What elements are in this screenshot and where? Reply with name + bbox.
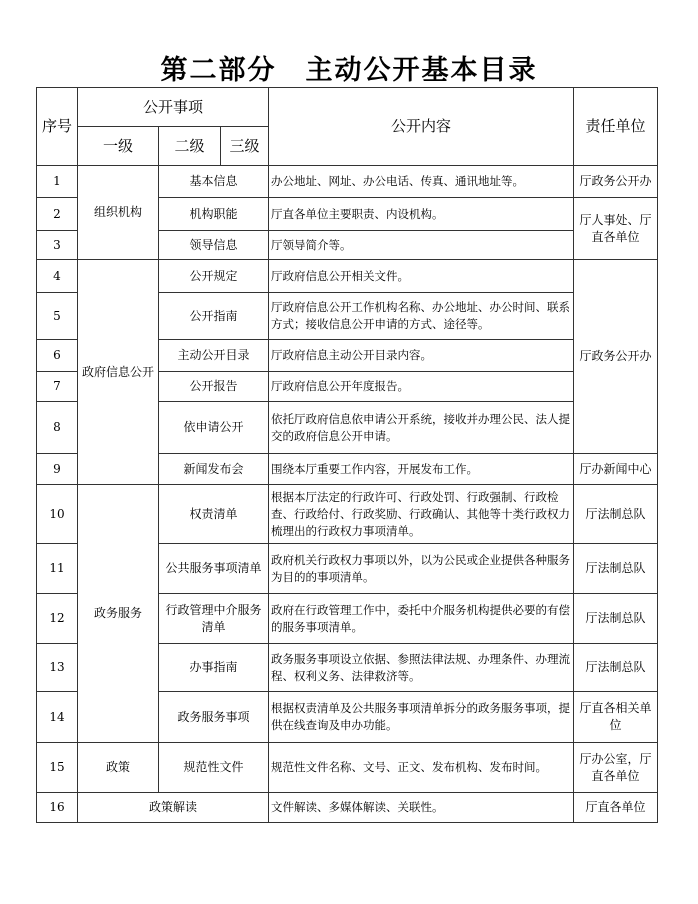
row-number: 9 bbox=[37, 454, 78, 485]
item-content: 厅领导简介等。 bbox=[269, 231, 574, 260]
header-level2: 二级 bbox=[159, 127, 221, 166]
responsible-unit: 厅法制总队 bbox=[574, 644, 658, 692]
header-level1: 一级 bbox=[78, 127, 159, 166]
item-label: 领导信息 bbox=[159, 231, 269, 260]
item-content: 政府在行政管理工作中，委托中介服务机构提供必要的有偿的服务事项清单。 bbox=[269, 594, 574, 644]
item-label: 公开指南 bbox=[159, 293, 269, 340]
header-category: 公开事项 bbox=[78, 88, 269, 127]
header-unit: 责任单位 bbox=[574, 88, 658, 166]
item-content: 政府机关行政权力事项以外，以为公民或企业提供各种服务为目的的事项清单。 bbox=[269, 544, 574, 594]
row-number: 12 bbox=[37, 594, 78, 644]
item-label: 行政管理中介服务清单 bbox=[159, 594, 269, 644]
responsible-unit: 厅人事处、厅直各单位 bbox=[574, 198, 658, 260]
responsible-unit: 厅办公室，厅直各单位 bbox=[574, 743, 658, 793]
item-content: 政务服务事项设立依据、参照法律法规、办理条件、办理流程、权利义务、法律救济等。 bbox=[269, 644, 574, 692]
header-seq: 序号 bbox=[37, 88, 78, 166]
item-content: 根据权责清单及公共服务事项清单拆分的政务服务事项，提供在线查询及申办功能。 bbox=[269, 692, 574, 743]
row-number: 4 bbox=[37, 260, 78, 293]
table-row bbox=[37, 485, 658, 544]
table-row bbox=[37, 743, 658, 793]
item-content: 办公地址、网址、办公电话、传真、通讯地址等。 bbox=[269, 166, 574, 198]
row-number: 10 bbox=[37, 485, 78, 544]
item-label: 权责清单 bbox=[159, 485, 269, 544]
item-content: 文件解读、多媒体解读、关联性。 bbox=[269, 793, 574, 823]
item-label: 新闻发布会 bbox=[159, 454, 269, 485]
responsible-unit: 厅政务公开办 bbox=[574, 166, 658, 198]
page-title: 第二部分 主动公开基本目录 bbox=[160, 55, 538, 86]
item-label: 办事指南 bbox=[159, 644, 269, 692]
item-content: 厅政府信息公开相关文件。 bbox=[269, 260, 574, 293]
row-number: 7 bbox=[37, 372, 78, 402]
item-label: 政策解读 bbox=[78, 793, 269, 823]
item-label: 公共服务事项清单 bbox=[159, 544, 269, 594]
responsible-unit: 厅法制总队 bbox=[574, 594, 658, 644]
header-level3: 三级 bbox=[221, 127, 269, 166]
item-label: 政务服务事项 bbox=[159, 692, 269, 743]
group-label: 政府信息公开 bbox=[78, 260, 159, 485]
item-label: 主动公开目录 bbox=[159, 340, 269, 372]
row-number: 15 bbox=[37, 743, 78, 793]
row-number: 11 bbox=[37, 544, 78, 594]
item-label: 规范性文件 bbox=[159, 743, 269, 793]
item-label: 机构职能 bbox=[159, 198, 269, 231]
item-label: 公开报告 bbox=[159, 372, 269, 402]
responsible-unit: 厅直各单位 bbox=[574, 793, 658, 823]
item-label: 依申请公开 bbox=[159, 402, 269, 454]
item-label: 基本信息 bbox=[159, 166, 269, 198]
row-number: 2 bbox=[37, 198, 78, 231]
header-content: 公开内容 bbox=[269, 88, 574, 166]
row-number: 13 bbox=[37, 644, 78, 692]
responsible-unit: 厅办新闻中心 bbox=[574, 454, 658, 485]
responsible-unit: 厅法制总队 bbox=[574, 485, 658, 544]
responsible-unit: 厅法制总队 bbox=[574, 544, 658, 594]
item-content: 厅政府信息公开工作机构名称、办公地址、办公时间、联系方式；接收信息公开申请的方式、途径等。 bbox=[269, 293, 574, 340]
item-content: 厅政府信息公开年度报告。 bbox=[269, 372, 574, 402]
item-content: 围绕本厅重要工作内容，开展发布工作。 bbox=[269, 454, 574, 485]
item-content: 规范性文件名称、文号、正文、发布机构、发布时间。 bbox=[269, 743, 574, 793]
item-content: 厅政府信息主动公开目录内容。 bbox=[269, 340, 574, 372]
table-row bbox=[37, 260, 658, 293]
table-row bbox=[37, 166, 658, 198]
item-label: 公开规定 bbox=[159, 260, 269, 293]
group-label: 组织机构 bbox=[78, 166, 159, 260]
catalog-table bbox=[36, 87, 658, 823]
row-number: 14 bbox=[37, 692, 78, 743]
row-number: 8 bbox=[37, 402, 78, 454]
group-label: 政务服务 bbox=[78, 485, 159, 743]
responsible-unit: 厅政务公开办 bbox=[574, 260, 658, 454]
group-label: 政策 bbox=[78, 743, 159, 793]
table-row bbox=[37, 793, 658, 823]
row-number: 3 bbox=[37, 231, 78, 260]
row-number: 6 bbox=[37, 340, 78, 372]
row-number: 5 bbox=[37, 293, 78, 340]
item-content: 厅直各单位主要职责、内设机构。 bbox=[269, 198, 574, 231]
item-content: 依托厅政府信息依申请公开系统，接收并办理公民、法人提交的政府信息公开申请。 bbox=[269, 402, 574, 454]
row-number: 1 bbox=[37, 166, 78, 198]
row-number: 16 bbox=[37, 793, 78, 823]
item-content: 根据本厅法定的行政许可、行政处罚、行政强制、行政检查、行政给付、行政奖励、行政确认、其他等十类行政权力梳理出的行政权力事项清单。 bbox=[269, 485, 574, 544]
responsible-unit: 厅直各相关单位 bbox=[574, 692, 658, 743]
